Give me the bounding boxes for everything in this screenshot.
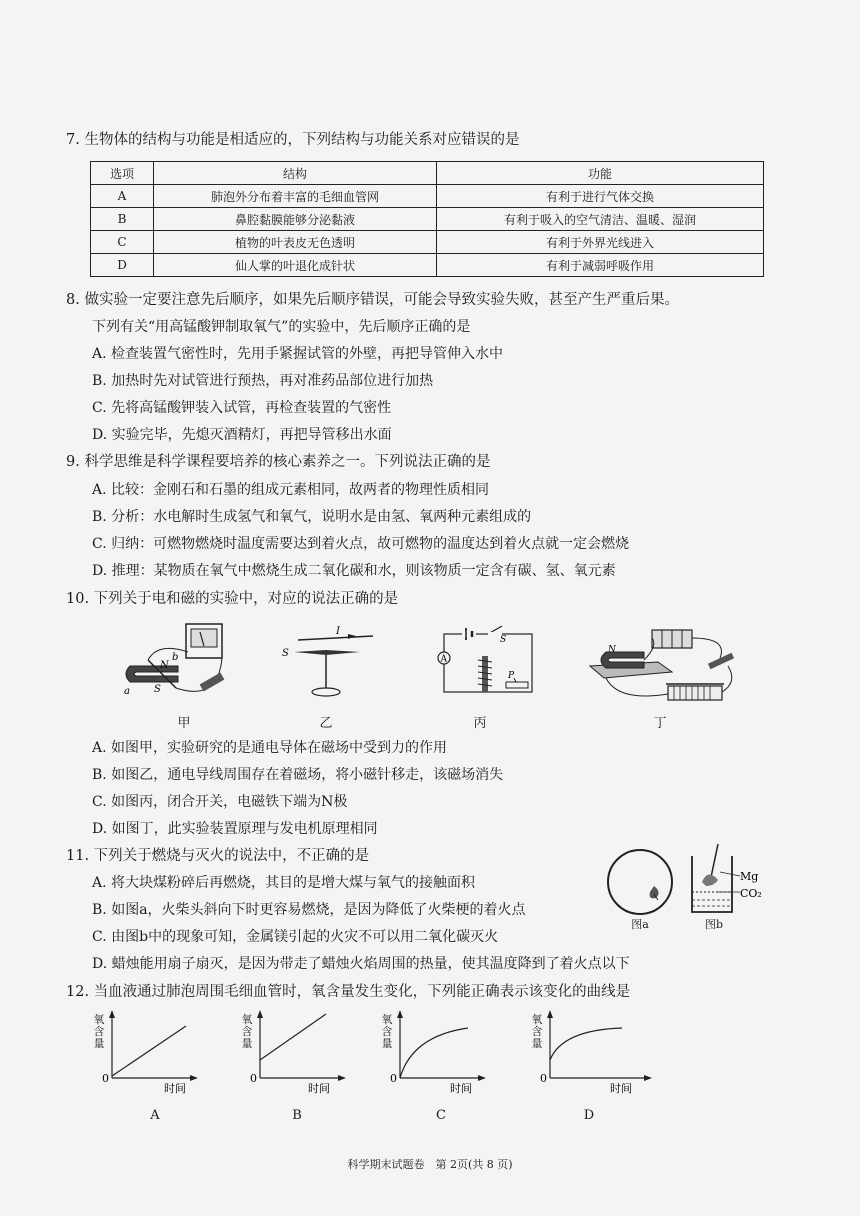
q10-option-d: D. 如图丁，此实验装置原理与发电机原理相同 xyxy=(92,821,378,837)
graph-a-xlabel: 时间 xyxy=(164,1082,186,1095)
figure-jia-label-s: S xyxy=(154,684,161,695)
figure-yi xyxy=(278,628,378,700)
table-row xyxy=(91,231,764,254)
q8-option-a: A. 检查装置气密性时，先用手紧握试管的外壁，再把导管伸入水中 xyxy=(92,346,504,362)
q8-option-b: B. 加热时先对试管进行预热，再对准药品部位进行加热 xyxy=(92,373,434,389)
graph-a-caption: A xyxy=(150,1108,160,1123)
q10-option-b: B. 如图乙，通电导线周围存在着磁场，将小磁针移走，该磁场消失 xyxy=(92,767,504,783)
q10-option-a: A. 如图甲，实验研究的是通电导体在磁场中受到力的作用 xyxy=(92,740,448,756)
figure-jia-label-b: b xyxy=(172,652,179,663)
figure-bing-label-s: S xyxy=(500,635,507,645)
graph-c-xlabel: 时间 xyxy=(450,1082,472,1095)
q11-option-d: D. 蜡烛能用扇子扇灭，是因为带走了蜡烛火焰周围的热量，使其温度降到了着火点以下 xyxy=(92,956,630,972)
q7-stem: 7. 生物体的结构与功能是相适应的，下列结构与功能关系对应错误的是 xyxy=(66,132,520,148)
header-structure: 结构 xyxy=(154,162,437,185)
graph-a-origin: 0 xyxy=(102,1072,109,1085)
table-cell: 鼻腔黏膜能够分泌黏液 xyxy=(154,208,437,231)
q8-stem-2: 下列有关“用高锰酸钾制取氧气”的实验中，先后顺序正确的是 xyxy=(92,319,471,335)
figure-caption-yi: 乙 xyxy=(319,716,333,731)
q10-stem: 10. 下列关于电和磁的实验中，对应的说法正确的是 xyxy=(66,591,399,607)
table-cell: 有利于外界光线进入 xyxy=(437,231,764,254)
figure-caption-bing: 丙 xyxy=(473,716,487,731)
q8-option-c: C. 先将高锰酸钾装入试管，再检查装置的气密性 xyxy=(92,400,392,416)
figure-a-match xyxy=(604,846,676,918)
figure-b-co2-label: CO₂ xyxy=(740,887,762,900)
table-row xyxy=(91,185,764,208)
graph-b-xlabel: 时间 xyxy=(308,1082,330,1095)
figure-b-caption: 图b xyxy=(704,918,724,931)
figure-caption-ding: 丁 xyxy=(653,716,667,731)
table-row xyxy=(91,254,764,277)
graph-d-ylabel: 氧含量 xyxy=(531,1013,543,1050)
table-cell: B xyxy=(91,208,154,231)
page-footer: 科学期末试题卷 第 2页(共 8 页) xyxy=(347,1158,513,1171)
figure-b-mg-label: Mg xyxy=(740,870,759,883)
table-cell: 肺泡外分布着丰富的毛细血管网 xyxy=(154,185,437,208)
graph-b-caption: B xyxy=(292,1108,302,1123)
figure-jia-label-n: N xyxy=(160,660,169,671)
table-cell: A xyxy=(91,185,154,208)
q10-option-c: C. 如图丙，闭合开关，电磁铁下端为N极 xyxy=(92,794,348,810)
table-cell: 仙人掌的叶退化成针状 xyxy=(154,254,437,277)
graph-b xyxy=(248,1010,348,1095)
table-cell: 植物的叶表皮无色透明 xyxy=(154,231,437,254)
figure-bing-ammeter: A xyxy=(440,654,447,665)
header-function: 功能 xyxy=(437,162,764,185)
graph-b-ylabel: 氧含量 xyxy=(241,1013,253,1050)
header-option: 选项 xyxy=(91,162,154,185)
graph-c xyxy=(388,1010,488,1095)
table-cell: 有利于进行气体交换 xyxy=(437,185,764,208)
graph-d-caption: D xyxy=(583,1108,595,1123)
figure-caption-jia: 甲 xyxy=(177,716,191,731)
figure-ding-label-n: N xyxy=(608,645,616,655)
graph-c-ylabel: 氧含量 xyxy=(381,1013,393,1050)
q7-table xyxy=(90,161,764,277)
figure-jia xyxy=(118,622,248,702)
q9-option-a: A. 比较：金刚石和石墨的组成元素相同，故两者的物理性质相同 xyxy=(92,482,490,498)
q11-option-c: C. 由图b中的现象可知，金属镁引起的火灾不可以用二氧化碳灭火 xyxy=(92,929,499,945)
figure-b-jar xyxy=(688,842,778,920)
q11-stem: 11. 下列关于燃烧与灭火的说法中，不正确的是 xyxy=(66,848,370,864)
graph-d-xlabel: 时间 xyxy=(610,1082,632,1095)
graph-d xyxy=(538,1010,658,1095)
graph-d-origin: 0 xyxy=(540,1072,547,1085)
q12-stem: 12. 当血液通过肺泡周围毛细血管时，氧含量发生变化，下列能正确表示该变化的曲线是 xyxy=(66,984,631,1000)
table-cell: 有利于减弱呼吸作用 xyxy=(437,254,764,277)
q11-option-a: A. 将大块煤粉碎后再燃烧，其目的是增大煤与氧气的接触面积 xyxy=(92,875,476,891)
q9-option-d: D. 推理：某物质在氧气中燃烧生成二氧化碳和水，则该物质一定含有碳、氢、氧元素 xyxy=(92,563,616,579)
table-header-row xyxy=(91,162,764,185)
table-cell: D xyxy=(91,254,154,277)
figure-a-caption: 图a xyxy=(631,918,649,931)
graph-c-origin: 0 xyxy=(390,1072,397,1085)
graph-b-origin: 0 xyxy=(250,1072,257,1085)
figure-yi-label-s: S xyxy=(282,648,289,659)
figure-yi-label-i: I xyxy=(336,626,340,637)
graph-c-caption: C xyxy=(436,1108,446,1123)
figure-ding xyxy=(588,622,748,710)
q8-option-d: D. 实验完毕，先熄灭酒精灯，再把导管移出水面 xyxy=(92,427,392,443)
figure-bing xyxy=(428,622,546,704)
figure-bing-label-p: P xyxy=(508,671,515,681)
graph-a xyxy=(100,1010,200,1095)
table-row xyxy=(91,208,764,231)
q9-stem: 9. 科学思维是科学课程要培养的核心素养之一。下列说法正确的是 xyxy=(66,454,491,470)
q11-option-b: B. 如图a，火柴头斜向下时更容易燃烧，是因为降低了火柴梗的着火点 xyxy=(92,902,526,918)
q9-option-b: B. 分析：水电解时生成氢气和氧气，说明水是由氢、氧两种元素组成的 xyxy=(92,509,532,525)
figure-jia-label-a: a xyxy=(124,686,130,697)
q8-stem: 8. 做实验一定要注意先后顺序，如果先后顺序错误，可能会导致实验失败，甚至产生严重后果。 xyxy=(66,292,679,308)
q9-option-c: C. 归纳：可燃物燃烧时温度需要达到着火点，故可燃物的温度达到着火点就一定会燃烧 xyxy=(92,536,630,552)
table-cell: 有利于吸入的空气清洁、温暖、湿润 xyxy=(437,208,764,231)
table-cell: C xyxy=(91,231,154,254)
graph-a-ylabel: 氧含量 xyxy=(93,1013,105,1050)
